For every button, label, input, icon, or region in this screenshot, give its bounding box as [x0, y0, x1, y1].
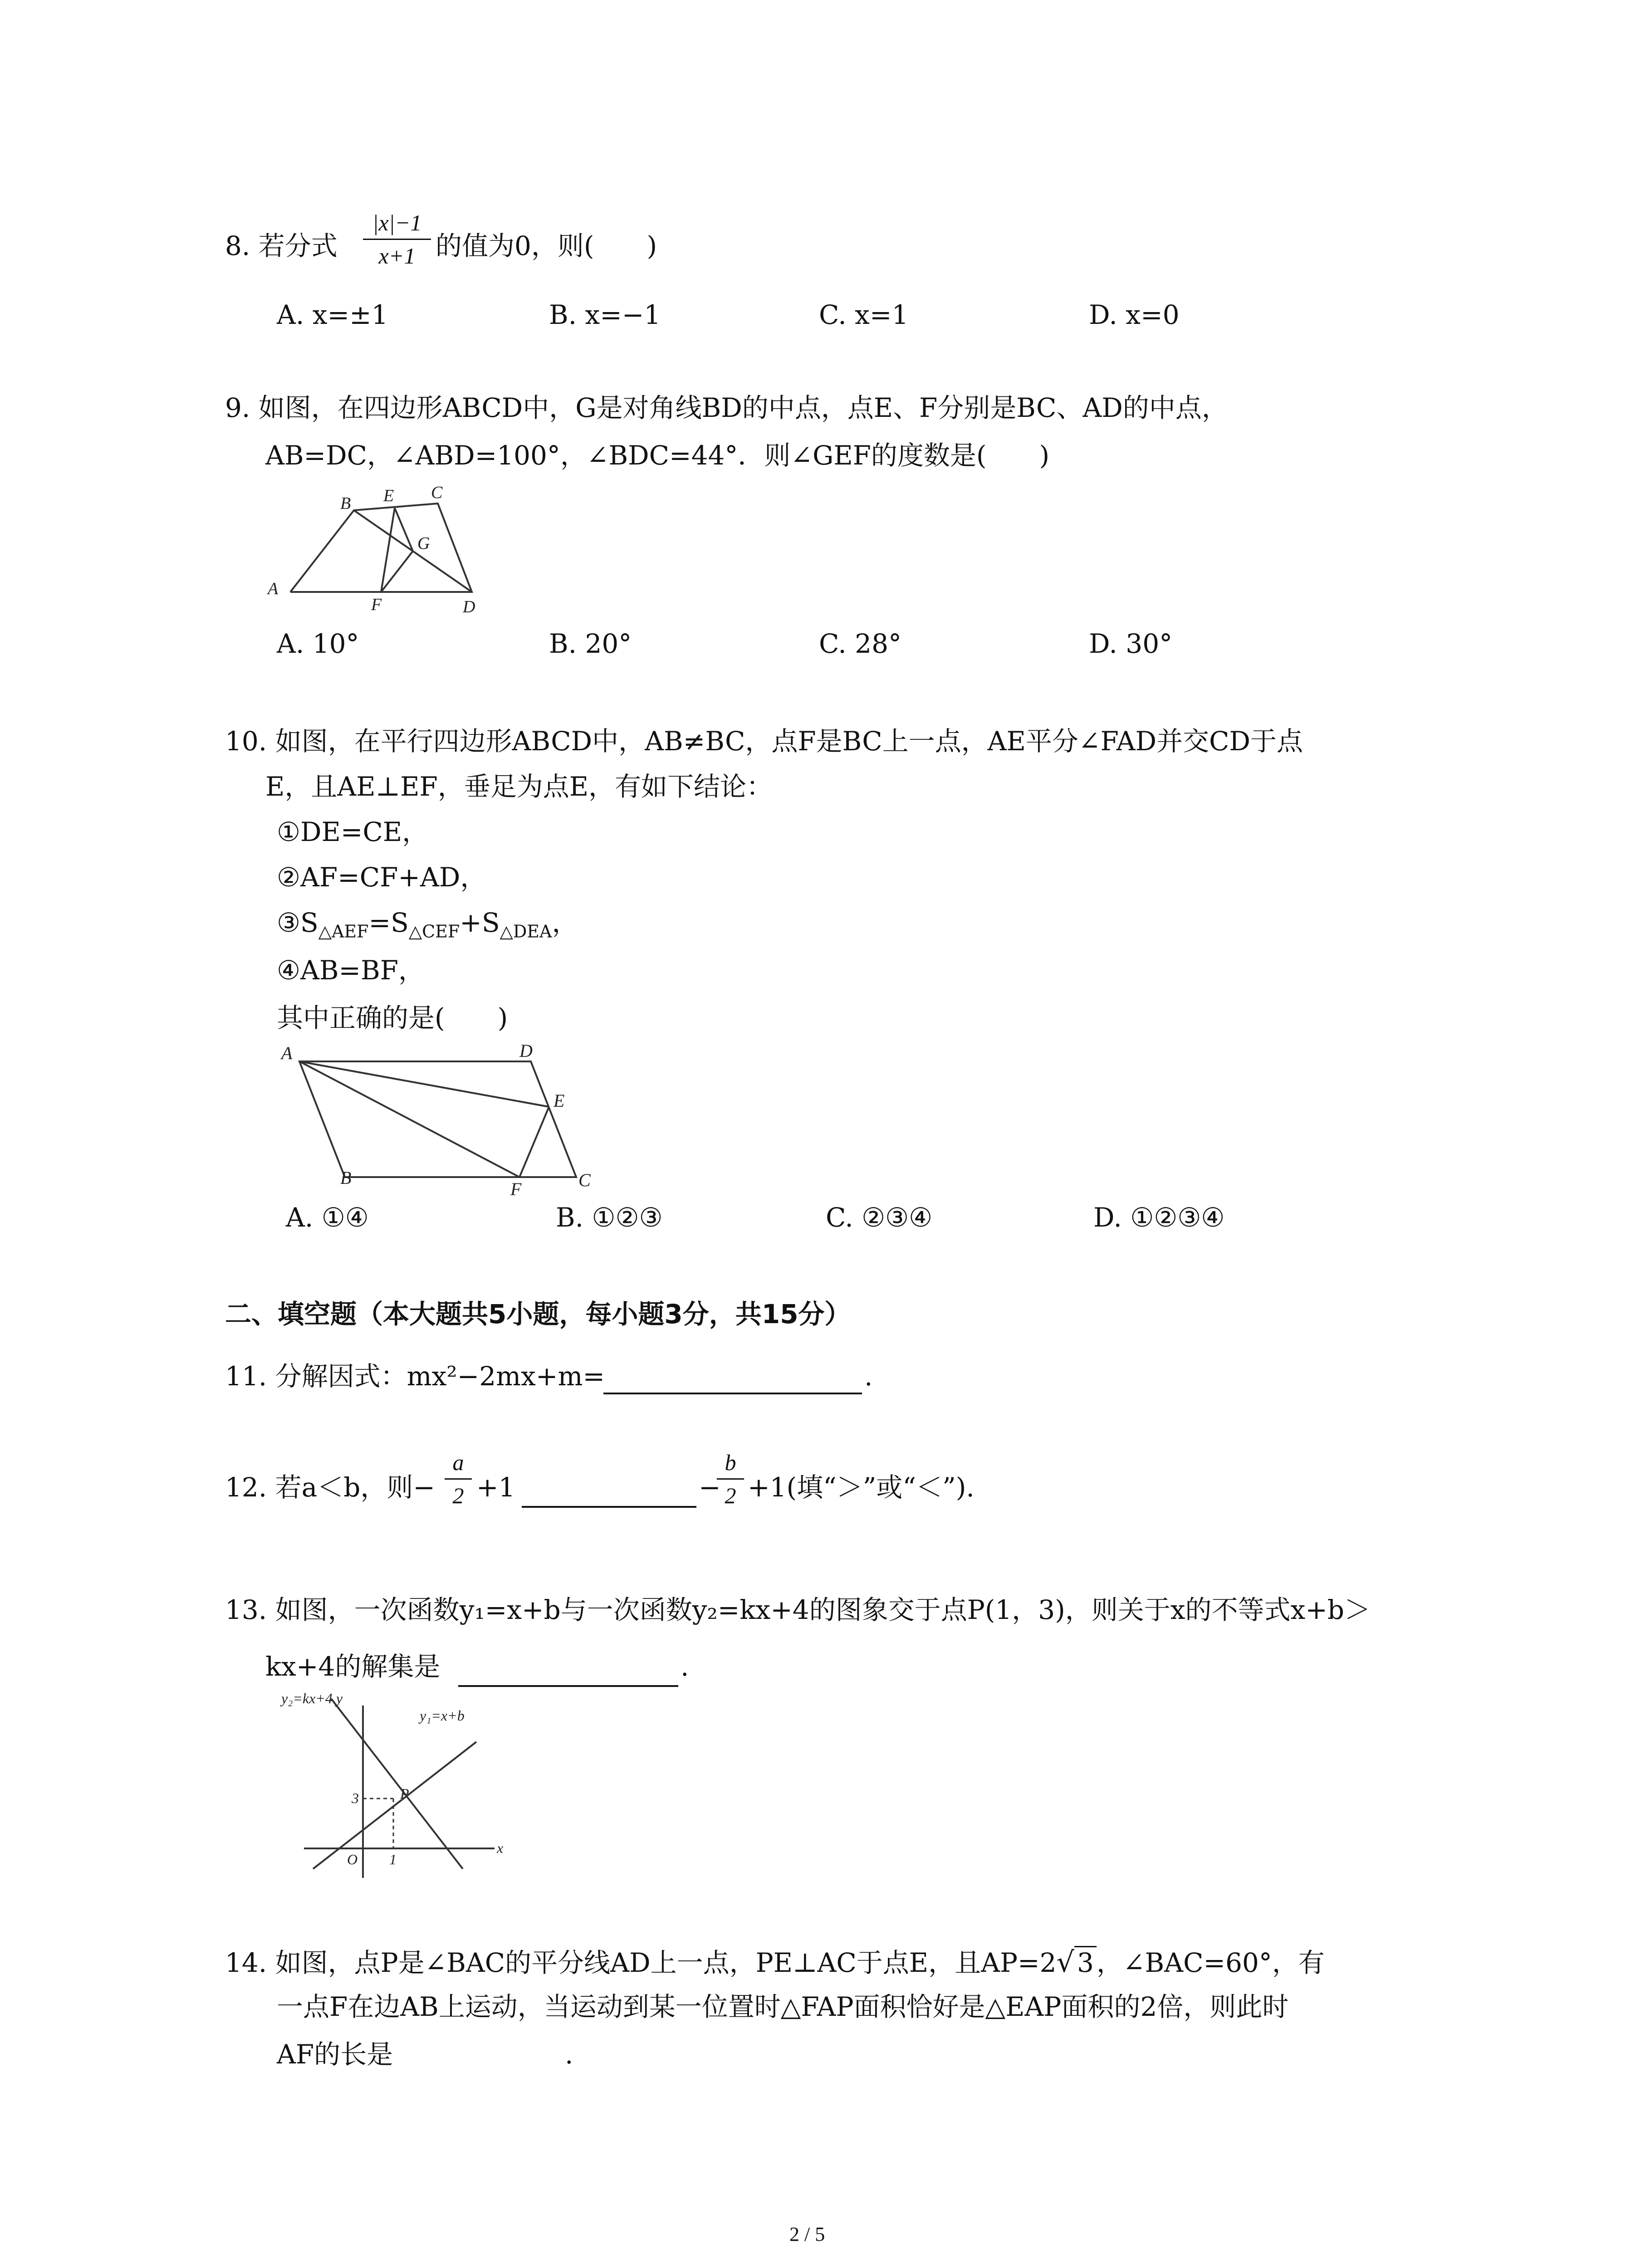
q8-option-b: B. x=−1 — [549, 299, 661, 330]
fig9-label-f: F — [371, 595, 382, 614]
q9-option-c: C. 28° — [819, 628, 901, 659]
q11-text: 11. 分解因式：mx²−2mx+m= — [225, 1361, 605, 1392]
q8-option-c: C. x=1 — [819, 299, 909, 330]
q8-suffix: 的值为0，则( ) — [436, 230, 657, 261]
fig10-label-b: B — [340, 1168, 352, 1188]
q8-option-a: A. x=±1 — [277, 299, 388, 330]
q10-conclusion-4: ④AB=BF， — [277, 955, 425, 986]
q13-answer-blank[interactable] — [458, 1685, 678, 1687]
q13-line1: 13. 如图，一次函数y₁=x+b与一次函数y₂=kx+4的图象交于点P(1，3)，则关于x的不等式x+b＞ — [225, 1594, 1371, 1625]
fig10-label-c: C — [578, 1170, 591, 1190]
q10-conclusion-1: ①DE=CE， — [277, 816, 429, 847]
fig13-label-y2: y₂=kx+4 y — [281, 1690, 343, 1706]
q9-option-d: D. 30° — [1089, 628, 1173, 659]
fig13-label-o: O — [347, 1851, 358, 1867]
fig9-label-a: A — [268, 579, 279, 598]
q12-minus: − — [699, 1472, 721, 1503]
q9-quadrilateral-figure — [263, 481, 499, 617]
q13-end: . — [681, 1651, 689, 1682]
q9-line2: AB=DC，∠ABD=100°，∠BDC=44°．则∠GEF的度数是( ) — [265, 440, 1050, 471]
q12-suffix: +1(填“＞”或“＜”). — [748, 1472, 975, 1503]
section-title: 二、填空题（本大题共5小题，每小题3分，共15分） — [225, 1299, 851, 1330]
page-number: 2 / 5 — [789, 2223, 825, 2245]
q10-option-b: B. ①②③ — [556, 1202, 663, 1233]
q8-option-d: D. x=0 — [1089, 299, 1180, 330]
q14-answer-blank[interactable] — [404, 2072, 558, 2074]
q8-frac-denominator: x+1 — [378, 243, 416, 269]
q9-option-a: A. 10° — [277, 628, 359, 659]
q12-answer-blank[interactable] — [522, 1506, 696, 1508]
q10-option-a: A. ①④ — [286, 1202, 369, 1233]
q10-conclusion-3: $③S_{\triangle AEF}=S_{\triangle CEF}+S_{\triangle DEA}$， — [277, 907, 578, 942]
fig13-label-3: 3 — [352, 1790, 359, 1806]
q14-line2: 一点F在边AB上运动，当运动到某一位置时△FAP面积恰好是△EAP面积的2倍，则此时 — [277, 1991, 1289, 2022]
fig13-label-y1: y₁=x+b — [420, 1707, 465, 1724]
q12-fraction-b: b 2 — [717, 1449, 744, 1509]
q12-plus-one: +1 — [476, 1472, 515, 1503]
fig13-label-1: 1 — [389, 1851, 397, 1867]
q12-fraction-a: a 2 — [445, 1449, 472, 1509]
q9-line1: 9. 如图，在四边形ABCD中，G是对角线BD的中点，点E、F分别是BC、AD的中点， — [225, 392, 1228, 423]
q10-option-c: C. ②③④ — [826, 1202, 933, 1233]
q8-frac-numerator: |x|−1 — [372, 210, 422, 235]
q13-function-graph — [277, 1690, 513, 1880]
fig13-label-x: x — [497, 1840, 504, 1856]
fig10-label-d: D — [519, 1041, 533, 1061]
q14-sqrt-arg: 3 — [1074, 1946, 1097, 1978]
fig9-label-d: D — [463, 597, 475, 616]
q14-line1: 14. 如图，点P是∠BAC的平分线AD上一点，PE⊥AC于点E，且AP=2√ 3 ，∠BAC=60°，有 — [225, 1945, 1325, 1979]
fig9-label-c: C — [431, 483, 443, 502]
q8-prefix: 8. 若分式 — [225, 230, 338, 261]
q14-line3: AF的长是 — [277, 2039, 393, 2070]
q14-end: . — [565, 2039, 573, 2070]
fig9-label-g: G — [417, 534, 430, 553]
fig10-label-f: F — [510, 1179, 522, 1198]
q10-ask: 其中正确的是( ) — [277, 1002, 508, 1033]
q11-answer-blank[interactable] — [603, 1393, 862, 1394]
q10-line2: E，且AE⊥EF，垂足为点E，有如下结论： — [265, 771, 773, 802]
fig9-label-e: E — [383, 486, 394, 505]
fig9-label-b: B — [340, 494, 351, 513]
q8-fraction — [363, 210, 431, 269]
q10-option-d: D. ①②③④ — [1093, 1202, 1225, 1233]
q10-conclusion-2: ②AF=CF+AD， — [277, 862, 487, 893]
q12-prefix: 12. 若a＜b，则− — [225, 1472, 435, 1503]
q10-parallelogram-figure — [272, 1039, 608, 1198]
q11-end: . — [864, 1361, 873, 1392]
q9-option-b: B. 20° — [549, 628, 632, 659]
fig10-label-a: A — [281, 1043, 293, 1063]
sqrt-icon: √ — [1056, 1945, 1075, 1979]
fig13-label-p: P — [400, 1785, 409, 1802]
q10-line1: 10. 如图，在平行四边形ABCD中，AB≠BC，点F是BC上一点，AE平分∠FAD并交CD于点 — [225, 726, 1303, 757]
q13-line2: kx+4的解集是 — [265, 1651, 441, 1682]
fig10-label-e: E — [554, 1090, 565, 1111]
fraction-bar — [363, 239, 431, 240]
